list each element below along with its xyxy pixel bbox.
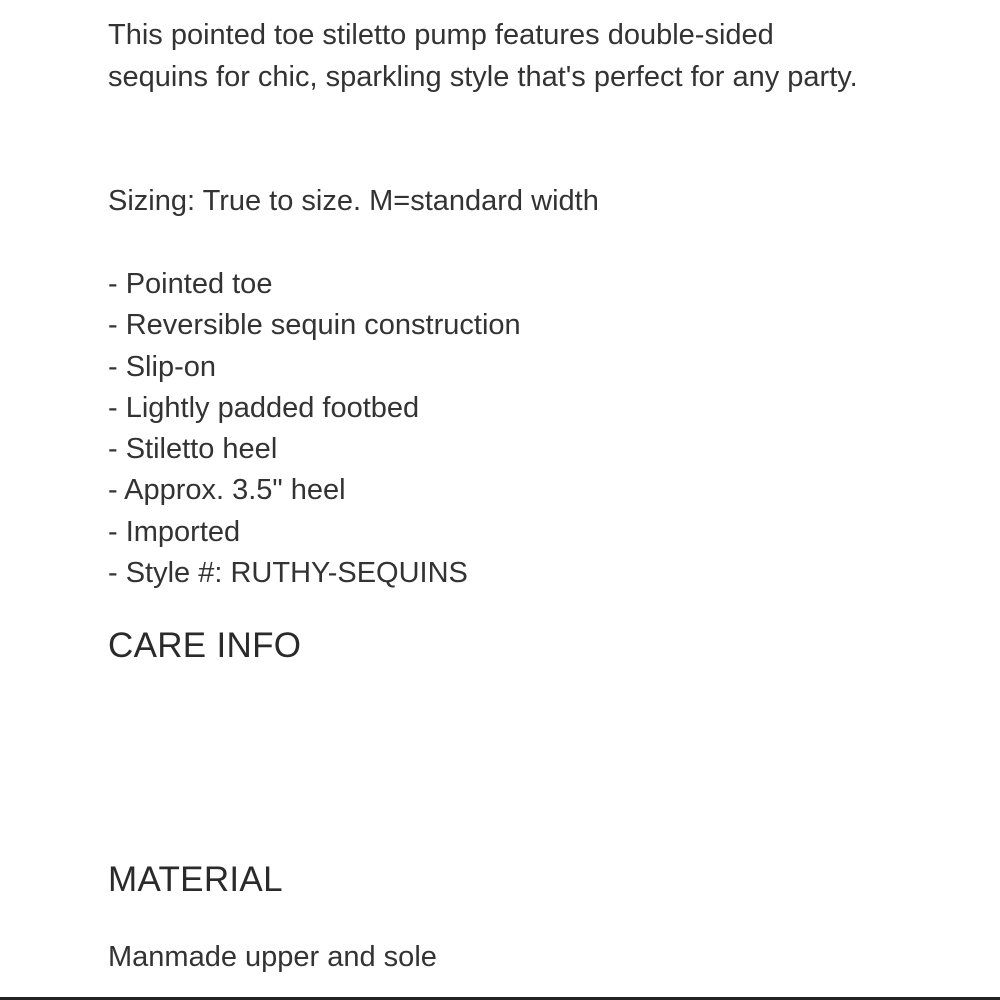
feature-list — [108, 264, 521, 594]
feature-item: - Reversible sequin construction — [108, 309, 521, 342]
feature-item: - Stiletto heel — [108, 433, 278, 466]
feature-item: - Style #: RUTHY-SEQUINS — [108, 557, 468, 590]
material-heading: MATERIAL — [108, 860, 283, 899]
feature-item: - Approx. 3.5" heel — [108, 474, 346, 507]
feature-item: - Slip-on — [108, 350, 216, 383]
feature-item: - Pointed toe — [108, 268, 273, 300]
feature-item: - Imported — [108, 515, 241, 548]
material-description: Manmade upper and sole — [108, 941, 437, 973]
care-info-heading: CARE INFO — [108, 626, 302, 665]
feature-item: - Lightly padded footbed — [108, 391, 420, 424]
sizing-info: Sizing: True to size. M=standard width — [108, 185, 599, 217]
product-description: This pointed toe stiletto pump features double-sided sequins for chic, sparkling style that's perfect for any party. — [108, 19, 858, 93]
